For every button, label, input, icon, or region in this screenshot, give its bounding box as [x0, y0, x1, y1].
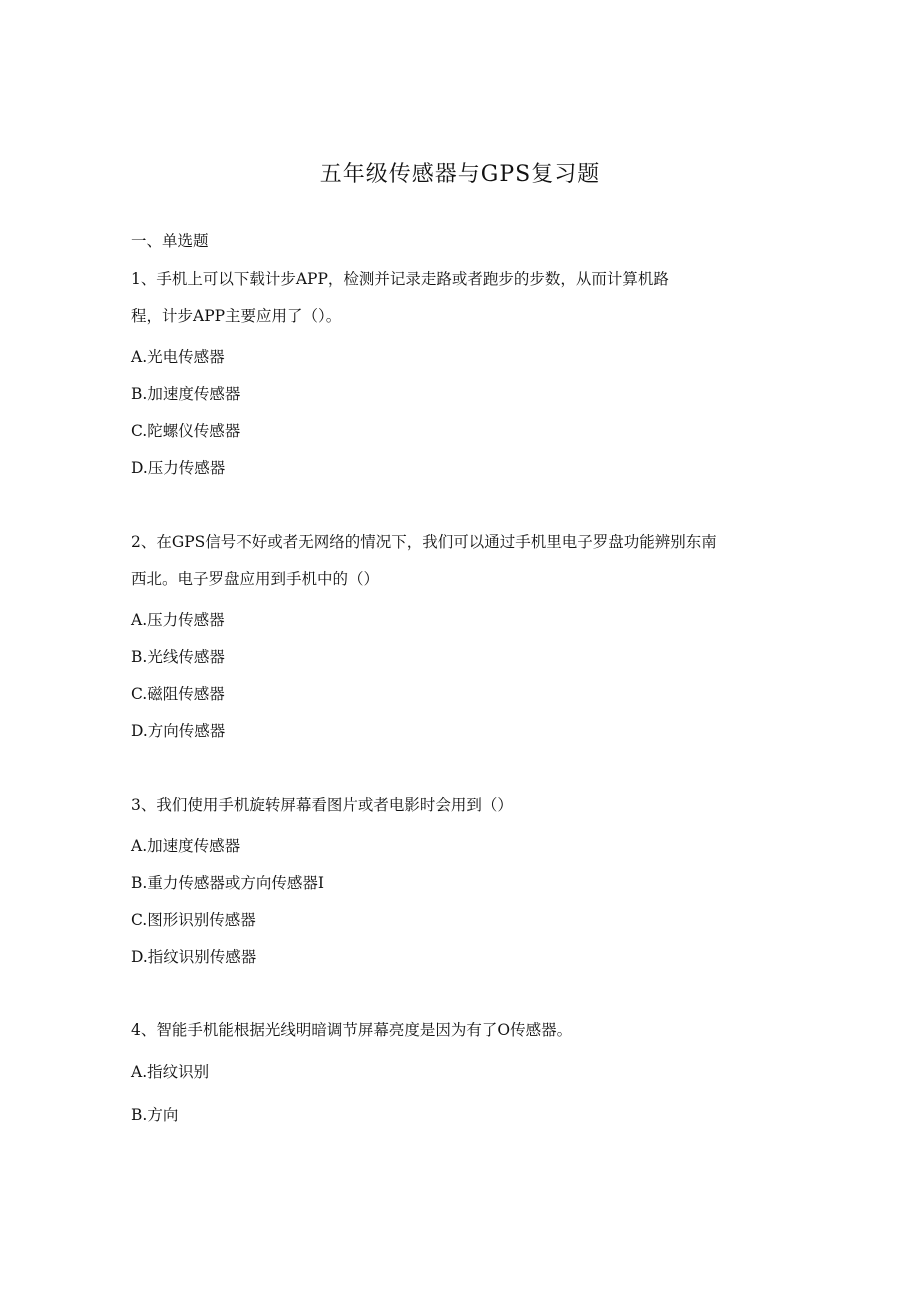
question-2-option-c: C.磁阻传感器 — [131, 685, 225, 703]
question-2-option-a: A.压力传感器 — [131, 611, 225, 629]
question-3-option-c: C.图形识别传感器 — [131, 911, 256, 929]
question-3-option-a: A.加速度传感器 — [131, 837, 241, 855]
question-3-stem-line-1: 3、我们使用手机旋转屏幕看图片或者电影时会用到（） — [131, 796, 513, 814]
question-4-option-b: B.方向 — [131, 1106, 179, 1124]
question-1-option-c: C.陀螺仪传感器 — [131, 422, 241, 440]
page-title: 五年级传感器与GPS复习题 — [319, 162, 601, 187]
question-1-option-a: A.光电传感器 — [131, 348, 225, 366]
question-1-option-b: B.加速度传感器 — [131, 385, 241, 403]
question-2-option-d: D.方向传感器 — [131, 722, 226, 740]
question-3-option-d: D.指纹识别传感器 — [131, 948, 257, 966]
question-2-option-b: B.光线传感器 — [131, 648, 225, 666]
question-1-stem-line-1: 1、手机上可以下载计步APP，检测并记录走路或者跑步的步数，从而计算机路 — [131, 270, 669, 288]
question-4-option-a: A.指纹识别 — [131, 1063, 210, 1081]
section-heading: 一、单选题 — [131, 232, 209, 250]
question-2-stem-line-2: 西北。电子罗盘应用到手机中的（） — [131, 570, 380, 588]
question-2-stem-line-1: 2、在GPS信号不好或者无网络的情况下，我们可以通过手机里电子罗盘功能辨别东南 — [131, 533, 717, 551]
question-1-stem-line-2: 程，计步APP主要应用了（）。 — [131, 307, 342, 325]
question-1-option-d: D.压力传感器 — [131, 459, 226, 477]
question-3-option-b: B.重力传感器或方向传感器I — [131, 874, 324, 892]
question-4-stem-line-1: 4、智能手机能根据光线明暗调节屏幕亮度是因为有了O传感器。 — [131, 1021, 573, 1039]
